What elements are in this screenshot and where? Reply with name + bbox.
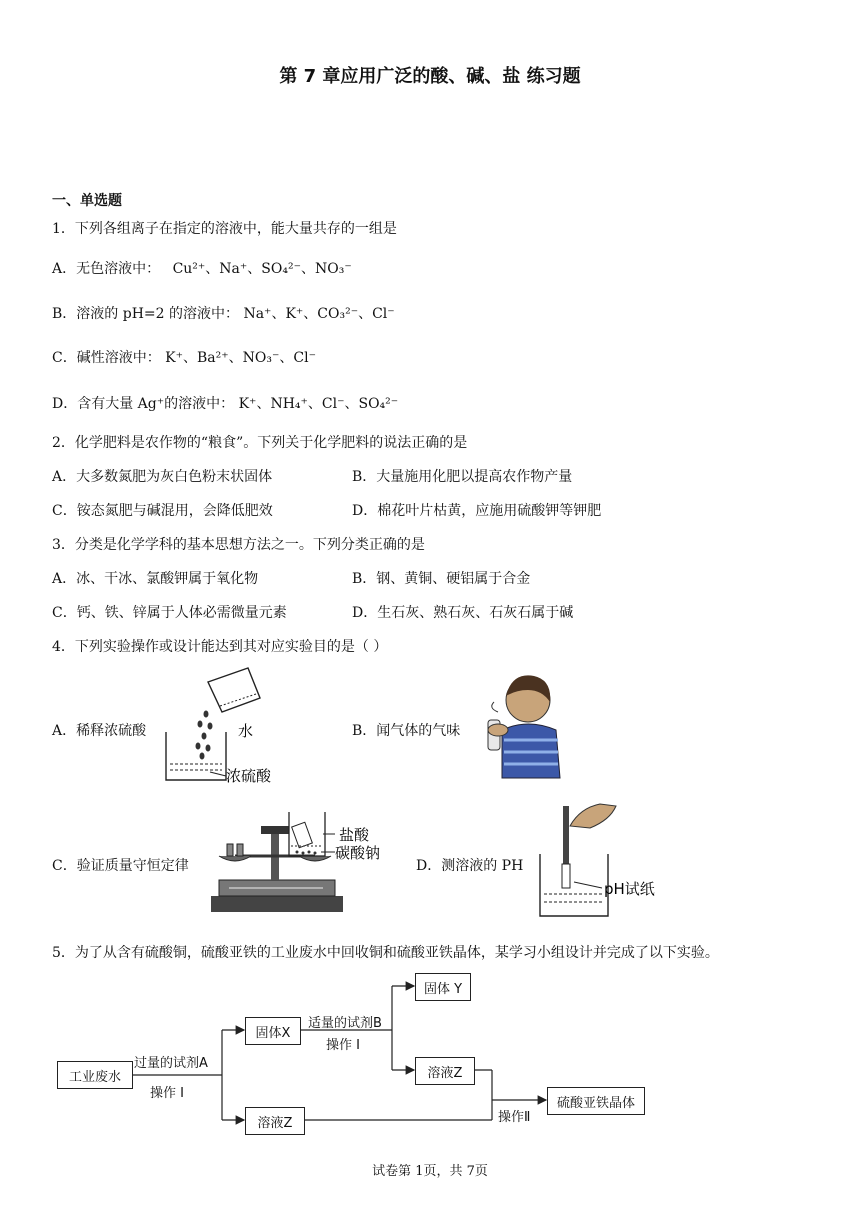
q1-option-b <box>52 303 395 323</box>
label-operation-2: 操作Ⅱ <box>498 1110 531 1125</box>
label-operation-1a: 操作 I <box>150 1086 184 1101</box>
q2-option-c: C．铵态氮肥与碱混用，会降低肥效 <box>52 503 273 519</box>
q2-option-b: B．大量施用化肥以提高农作物产量 <box>352 469 573 485</box>
q1-d-prefix: D．含有大量 Ag⁺的溶液中： <box>52 396 235 412</box>
acid-pointer <box>210 772 226 776</box>
q3-option-a: A．冰、干冰、氯酸钾属于氧化物 <box>52 571 259 587</box>
hcl-label: 盐酸 <box>339 826 370 844</box>
q3-option-b: B．钢、黄铜、硬铝属于合金 <box>352 571 531 587</box>
q5-stem: 5．为了从含有硫酸铜，硫酸亚铁的工业废水中回收铜和硫酸亚铁晶体，某学习小组设计并完成了以下实验。 <box>52 945 719 961</box>
q1-d-ions: K⁺、NH₄⁺、Cl⁻、SO₄²⁻ <box>238 396 399 412</box>
q4-option-c: C．验证质量守恒定律 <box>52 858 189 874</box>
right-pan <box>299 856 331 861</box>
na2co3-label: 碳酸钠 <box>335 844 381 862</box>
q1-stem: 1．下列各组离子在指定的溶液中，能大量共存的一组是 <box>52 221 397 237</box>
test-tube <box>292 822 313 847</box>
water-label: 水 <box>238 722 254 740</box>
q1-c-ions: K⁺、Ba²⁺、NO₃⁻、Cl⁻ <box>165 350 316 366</box>
box-solution-z-2: 溶液Z <box>245 1107 305 1135</box>
q4-option-a: A．稀释浓硫酸 <box>52 723 147 739</box>
ph-paper-label: pH试纸 <box>604 880 655 898</box>
q1-option-a <box>52 258 352 278</box>
fanning-hand <box>492 702 498 712</box>
q4-stem: 4．下列实验操作或设计能达到其对应实验目的是（ ） <box>52 639 388 655</box>
page-footer: 试卷第 1页，共 7页 <box>372 1164 488 1179</box>
ph-beaker <box>540 854 608 916</box>
q1-b-prefix: B．溶液的 pH=2 的溶液中： <box>52 306 239 322</box>
section-heading: 一、单选题 <box>52 193 122 209</box>
q2-option-d: D．棉花叶片枯黄，应施用硫酸钾等钾肥 <box>352 503 602 519</box>
balance-head <box>261 826 289 834</box>
q3-option-d: D．生石灰、熟石灰、石灰石属于碱 <box>352 605 574 621</box>
hand <box>570 804 616 828</box>
balance-base <box>211 896 343 912</box>
box-solid-x: 固体X <box>245 1017 301 1045</box>
q1-c-prefix: C．碱性溶液中： <box>52 350 161 366</box>
q1-a-prefix: A．无色溶液中： <box>52 261 161 277</box>
q4-option-d: D．测溶液的 PH <box>416 858 524 874</box>
ph-paper <box>562 864 570 888</box>
person-hand <box>488 724 508 736</box>
ph-pointer <box>574 882 602 888</box>
q1-b-ions: Na⁺、K⁺、CO₃²⁻、Cl⁻ <box>243 306 395 322</box>
box-ferrous-sulfate-crystal: 硫酸亚铁晶体 <box>547 1087 645 1115</box>
acid-beaker <box>166 732 226 780</box>
q1-option-c <box>52 347 316 367</box>
dilute-acid-figure <box>160 664 290 790</box>
pour-water-line <box>220 694 256 706</box>
weight-2 <box>237 844 243 856</box>
page-title: 第 7 章应用广泛的酸、碱、盐 练习题 <box>279 66 581 87</box>
box-solution-z-1: 溶液Z <box>415 1057 475 1085</box>
box-industrial-waste: 工业废水 <box>57 1061 133 1089</box>
ph-test-figure <box>530 798 660 922</box>
box-solid-y: 固体 Y <box>415 973 471 1001</box>
pour-beaker <box>208 668 260 712</box>
water-drops <box>196 711 213 760</box>
q4-option-b: B．闻气体的气味 <box>352 723 461 739</box>
weight-1 <box>227 844 233 856</box>
balance-figure <box>205 808 405 918</box>
glass-rod <box>563 806 569 872</box>
q3-stem: 3．分类是化学学科的基本思想方法之一。下列分类正确的是 <box>52 537 425 553</box>
smell-gas-figure <box>468 668 564 780</box>
left-pan <box>219 856 251 861</box>
q1-option-d <box>52 393 398 413</box>
q2-stem: 2．化学肥料是农作物的“粮食”。下列关于化学肥料的说法正确的是 <box>52 435 468 451</box>
conc-acid-label: 浓硫酸 <box>226 767 272 785</box>
q2-option-a: A．大多数氮肥为灰白色粉末状固体 <box>52 469 273 485</box>
label-reagent-a: 过量的试剂A <box>134 1056 208 1071</box>
label-reagent-b: 适量的试剂B <box>308 1016 382 1031</box>
q3-option-c: C．钙、铁、锌属于人体必需微量元素 <box>52 605 287 621</box>
powder <box>296 851 317 855</box>
q1-a-ions: Cu²⁺、Na⁺、SO₄²⁻、NO₃⁻ <box>172 261 352 277</box>
label-operation-1b: 操作 I <box>326 1038 360 1053</box>
